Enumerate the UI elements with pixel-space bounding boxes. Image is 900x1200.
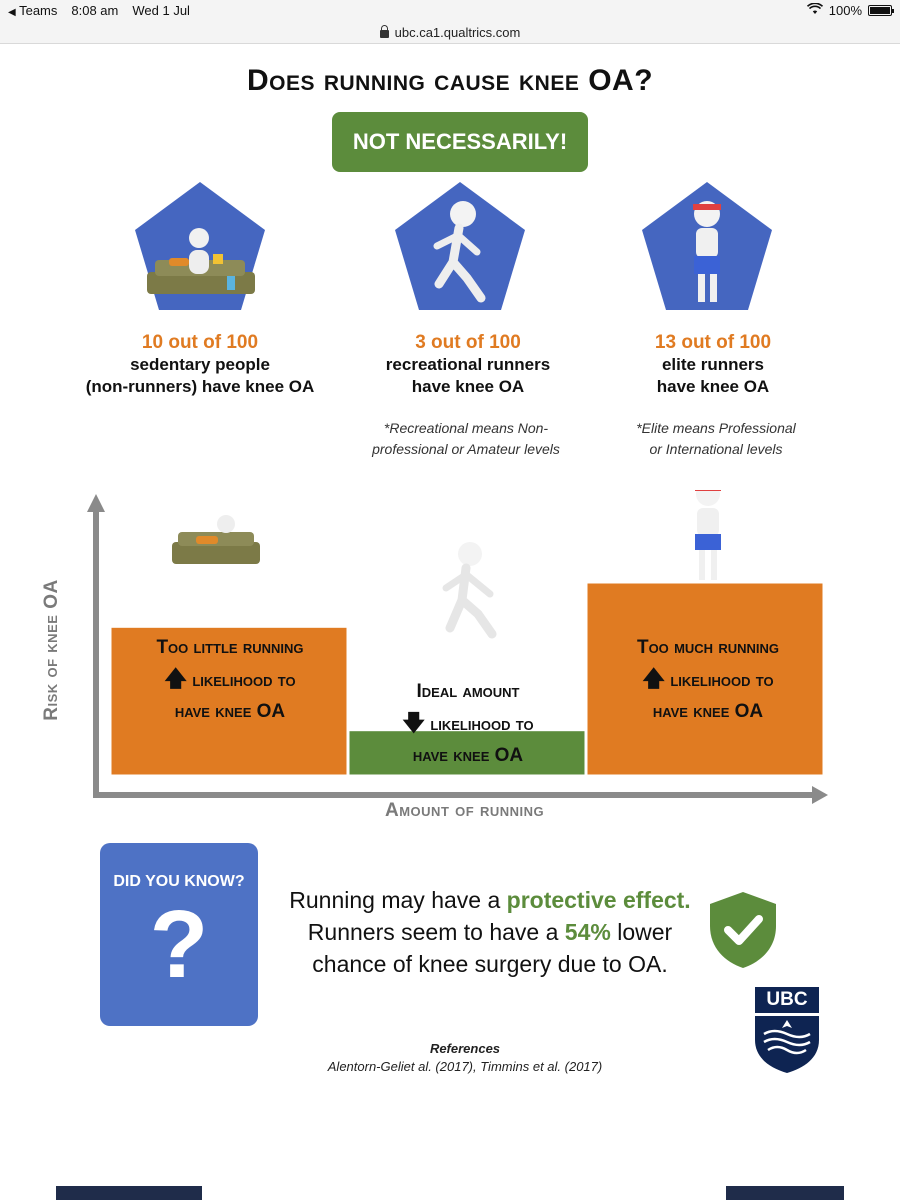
fact-text [270, 884, 710, 980]
bar-label-line: Too much running [636, 637, 780, 658]
answer-badge [332, 112, 588, 172]
stat-sedentary [50, 332, 350, 398]
references-text: Alentorn-Geliet al. (2017), Timmins et al. (2017) [327, 1059, 603, 1074]
leg-icon [699, 550, 705, 580]
elite-pentagon [640, 180, 774, 314]
leg-icon [711, 550, 717, 580]
runner-head-icon [458, 542, 482, 566]
bar-label-line: have knee OA [412, 745, 524, 766]
answer-text: NOT NECESSARILY! [352, 129, 568, 154]
clock: 8:08 am [71, 3, 119, 18]
arrow-up-icon: 🡅 [164, 666, 188, 691]
fact-part: lower [610, 919, 673, 945]
ios-status-bar [0, 0, 900, 22]
references-title: References [429, 1041, 501, 1056]
battery-fill [870, 7, 890, 14]
x-axis-label: Amount of running [385, 800, 545, 821]
ubc-logo-text: UBC [766, 989, 808, 1010]
recreational-footnote [336, 418, 596, 460]
footnote-line: professional or Amateur levels [372, 441, 560, 457]
shorts-icon [695, 534, 721, 550]
footnote-line: *Elite means Professional [636, 420, 796, 436]
arrow-up-icon: 🡅 [642, 666, 666, 691]
stat-line: (non-runners) have knee OA [85, 377, 315, 396]
x-axis-arrow-icon [812, 786, 828, 804]
address-bar[interactable] [0, 22, 900, 44]
stat-number: 13 out of 100 [654, 332, 772, 353]
back-to-app-link[interactable]: ◀ Teams [8, 3, 58, 18]
battery-icon [868, 5, 892, 16]
check-shield-icon [706, 890, 780, 970]
stat-line: elite runners [661, 355, 765, 374]
bar-label-ideal [350, 676, 586, 771]
references [250, 1040, 680, 1076]
stat-line: have knee OA [656, 377, 770, 396]
y-axis-label: Risk of knee OA [41, 579, 62, 721]
headband-icon [695, 490, 721, 491]
battery-percent: 100% [828, 3, 862, 18]
sedentary-pentagon [133, 180, 267, 314]
footnote-line: *Recreational means Non- [383, 420, 549, 436]
stat-line: have knee OA [411, 377, 525, 396]
bar-label-line: have knee OA [652, 701, 764, 722]
stat-line: sedentary people [130, 355, 270, 374]
ubc-logo [754, 986, 820, 1074]
did-you-know-card [100, 843, 258, 1026]
bar-label-line: likelihood to [430, 714, 534, 735]
elite-runner-torso-icon [697, 508, 719, 536]
fact-part: Running may have a [289, 887, 507, 913]
figure-head-icon [189, 228, 209, 248]
fact-highlight: protective effect. [506, 887, 691, 913]
footnote-line: or International levels [649, 441, 783, 457]
fact-part: chance of knee surgery due to OA. [312, 951, 668, 977]
elite-runner-head-icon [696, 490, 720, 506]
stat-number: 3 out of 100 [415, 332, 521, 353]
fact-part: Runners seem to have a [307, 919, 565, 945]
y-axis-arrow-icon [87, 494, 105, 512]
bar-label-line: likelihood to [670, 670, 774, 691]
runner-head-icon [450, 201, 476, 227]
sitting-figure-head-icon [217, 515, 235, 533]
bar-label-too-little [112, 632, 348, 727]
date: Wed 1 Jul [132, 3, 190, 18]
question-mark-icon: ? [149, 891, 209, 998]
stat-elite [563, 332, 863, 398]
bar-label-line: have knee OA [174, 701, 286, 722]
bar-label-line: Ideal amount [416, 681, 520, 702]
bar-label-line: Too little running [156, 637, 304, 658]
stat-number: 10 out of 100 [141, 332, 259, 353]
url-text: ubc.ca1.qualtrics.com [394, 25, 521, 40]
bar-label-line: likelihood to [192, 670, 296, 691]
bottom-button-left[interactable] [56, 1186, 202, 1200]
did-you-know-heading: DID YOU KNOW? [113, 873, 245, 890]
elite-footnote [586, 418, 846, 460]
stat-line: recreational runners [385, 355, 551, 374]
back-arrow-icon: ◀ [8, 7, 16, 18]
snack-icon [196, 536, 218, 544]
food-icon [169, 258, 189, 266]
wifi-icon [807, 3, 823, 18]
bottom-button-right[interactable] [726, 1186, 844, 1200]
infographic-title: Does running cause knee OA? [246, 64, 654, 97]
bar-label-too-much [590, 632, 826, 727]
arrow-down-icon: 🡇 [402, 710, 426, 735]
fact-percent: 54% [564, 919, 611, 945]
recreational-pentagon [393, 180, 527, 314]
lock-icon [380, 30, 389, 38]
